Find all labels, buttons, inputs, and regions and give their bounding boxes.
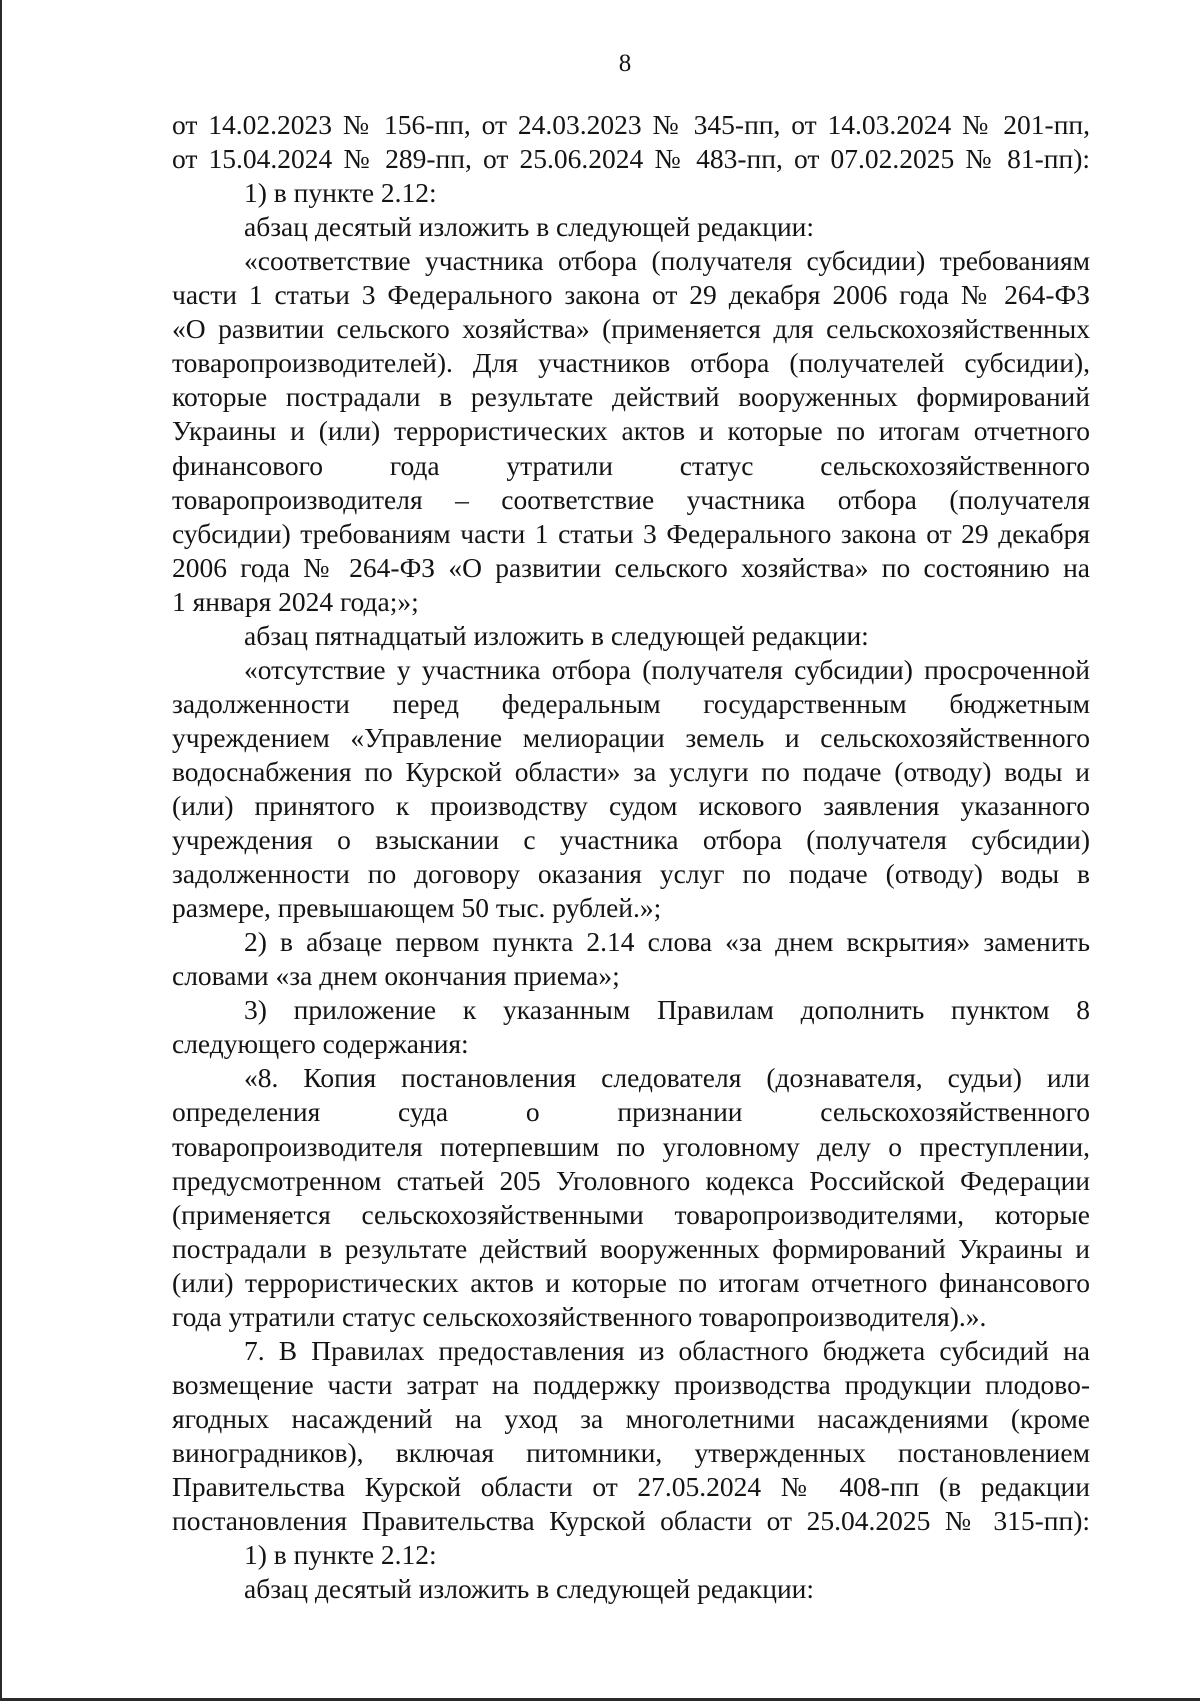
text-line: определения суда о признании сельскохозяйственного <box>172 1096 1090 1128</box>
text-line: водоснабжения по Курской области» за услуги по подаче (отводу) воды и <box>172 755 1090 787</box>
text-line: товаропроизводителей). Для участников отбора (получателей субсидии), <box>172 347 1090 379</box>
text-line: размере, превышающем 50 тыс. рублей.»; <box>172 892 662 924</box>
text-line: (или) террористических актов и которые по итогам отчетного финансового <box>172 1266 1090 1298</box>
text-line: Украины и (или) террористических актов и которые по итогам отчетного <box>172 415 1090 447</box>
text-line: задолженности перед федеральным государственным бюджетным <box>172 687 1090 719</box>
text-line: части 1 статьи 3 Федерального закона от 29 декабря 2006 года № 264-ФЗ <box>172 279 1090 311</box>
text-line: абзац десятый изложить в следующей редакции: <box>244 211 815 243</box>
text-line: 3) приложение к указанным Правилам дополнить пунктом 8 <box>244 994 1090 1026</box>
text-line: постановления Правительства Курской области от 25.04.2025 № 315-пп): <box>172 1505 1090 1537</box>
text-line: (или) принятого к производству судом искового заявления указанного <box>172 790 1090 821</box>
text-line: товаропроизводителя потерпевшим по уголовному делу о преступлении, <box>172 1130 1090 1162</box>
text-line: пострадали в результате действий вооруженных формирований Украины и <box>172 1232 1090 1264</box>
text-line: словами «за днем окончания приема»; <box>172 960 620 992</box>
text-line: «соответствие участника отбора (получателя субсидии) требованиям <box>244 245 1090 277</box>
text-line: от 15.04.2024 № 289-пп, от 25.06.2024 № 483-пп, от 07.02.2025 № 81-пп): <box>172 143 1090 175</box>
text-line: учреждением «Управление мелиорации земель и сельскохозяйственного <box>172 721 1090 753</box>
text-line: предусмотренном статьей 205 Уголовного кодекса Российской Федерации <box>172 1164 1090 1196</box>
text-line: «О развитии сельского хозяйства» (применяется для сельскохозяйственных <box>172 313 1090 345</box>
text-line: (применяется сельскохозяйственными товаропроизводителями, которые <box>172 1198 1090 1230</box>
text-line: виноградников), включая питомники, утвержденных постановлением <box>172 1436 1090 1468</box>
text-line: 1) в пункте 2.12: <box>244 177 437 209</box>
text-line: Правительства Курской области от 27.05.2024 № 408-пп (в редакции <box>172 1471 1090 1502</box>
text-line: 7. В Правилах предоставления из областного бюджета субсидий на <box>244 1334 1090 1366</box>
text-line: от 14.02.2023 № 156-пп, от 24.03.2023 № 345-пп, от 14.03.2024 № 201-пп, <box>172 109 1090 140</box>
text-line: субсидии) требованиям части 1 статьи 3 Федерального закона от 29 декабря <box>172 517 1090 549</box>
text-line: учреждения о взыскании с участника отбора (получателя субсидии) <box>172 824 1090 856</box>
text-line: следующего содержания: <box>172 1028 469 1060</box>
scan-edge-left <box>0 0 2 1701</box>
text-line: «8. Копия постановления следователя (дознавателя, судьи) или <box>244 1062 1090 1094</box>
text-line: которые пострадали в результате действий вооруженных формирований <box>172 381 1090 413</box>
text-line: 1 января 2024 года;»; <box>172 585 419 617</box>
text-line: возмещение части затрат на поддержку производства продукции плодово- <box>172 1368 1090 1400</box>
page-number: 8 <box>618 50 632 77</box>
text-line: задолженности по договору оказания услуг по подаче (отводу) воды в <box>172 858 1090 890</box>
text-line: «отсутствие у участника отбора (получателя субсидии) просроченной <box>244 653 1090 685</box>
text-line: ягодных насаждений на уход за многолетними насаждениями (кроме <box>172 1402 1090 1434</box>
text-line: абзац пятнадцатый изложить в следующей редакции: <box>244 619 869 651</box>
text-line: товаропроизводителя – соответствие участника отбора (получателя <box>172 483 1090 515</box>
text-line: абзац десятый изложить в следующей редакции: <box>244 1573 815 1605</box>
text-line: 2006 года № 264-ФЗ «О развитии сельского хозяйства» по состоянию на <box>172 551 1090 583</box>
text-line: 1) в пункте 2.12: <box>244 1539 437 1571</box>
text-line: 2) в абзаце первом пункта 2.14 слова «за днем вскрытия» заменить <box>244 926 1090 958</box>
text-line: года утратили статус сельскохозяйственного товаропроизводителя).». <box>172 1300 987 1332</box>
text-line: финансового года утратили статус сельскохозяйственного <box>172 449 1090 481</box>
